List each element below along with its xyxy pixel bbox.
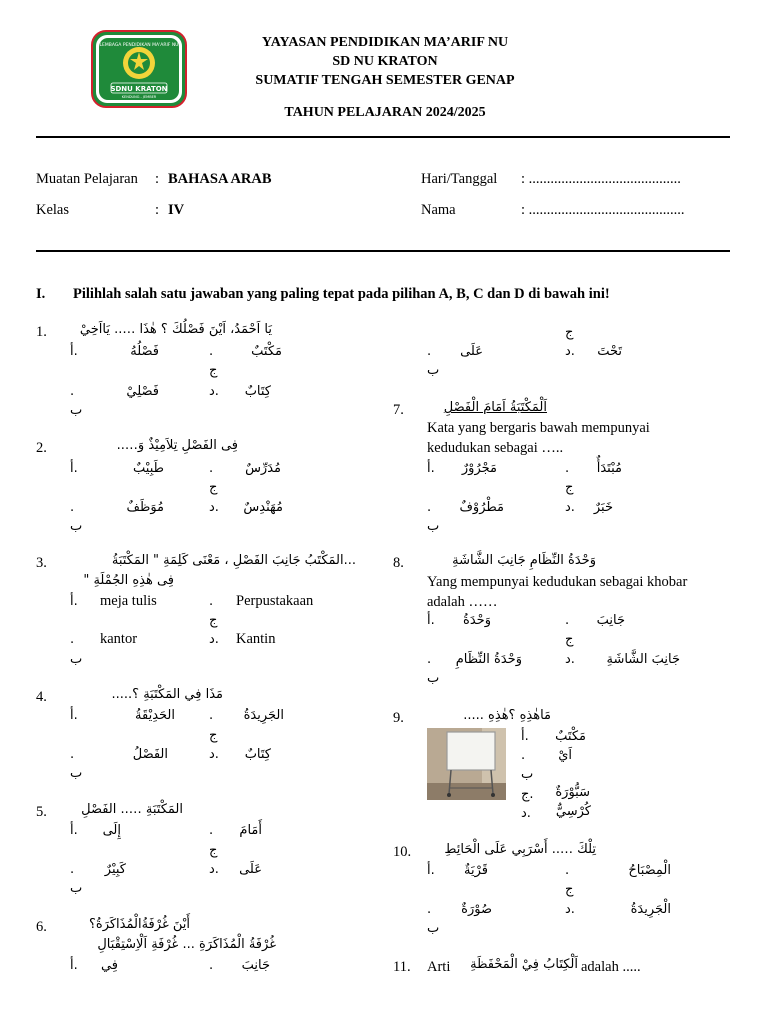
q8-letter-b: ب — [427, 671, 440, 686]
q9-number: 9. — [393, 710, 404, 726]
q8-number: 8. — [393, 555, 404, 571]
header-foundation: YAYASAN PENDIDIKAN MA’ARIF NU — [261, 35, 509, 50]
q7-option-d[interactable]: خَبَرٌ — [593, 500, 613, 515]
q7-desc-1: Kata yang bergaris bawah mempunyai — [427, 420, 650, 436]
q2-option-c[interactable]: مُدَرِّسٌ — [245, 461, 281, 476]
q8-text: وَحْدَةُ النِّظَامِ جَانِبَ الشَّاشَةِ — [452, 553, 596, 568]
q10-letter-c: ج — [565, 882, 574, 897]
q10-letter-a: أ. — [427, 863, 435, 878]
school-logo — [91, 30, 187, 108]
q2-dot-c: . — [209, 461, 214, 476]
q11-number: 11. — [393, 959, 411, 975]
q1-letter-a: أ. — [70, 344, 78, 359]
q5-option-a[interactable]: إِلَى — [102, 823, 121, 838]
whiteboard-image — [427, 728, 506, 800]
q1-option-a[interactable]: فَصْلُهُ — [130, 344, 159, 359]
q5-dot-c: . — [209, 823, 214, 838]
svg-text:SDNU KRATON: SDNU KRATON — [110, 85, 168, 93]
q9-option-a[interactable]: مَكْتَبٌ — [555, 729, 586, 744]
q6-option-c[interactable]: جَانِبَ — [241, 958, 270, 973]
q5-dot-b: . — [70, 862, 75, 877]
q10-letter-d: د. — [565, 902, 575, 917]
q5-option-b[interactable]: كَبِيْرٌ — [104, 862, 126, 877]
q3-letter-b: ب — [70, 652, 83, 667]
q9-option-b[interactable]: اَيْ — [558, 748, 572, 763]
q7-dot-b: . — [427, 500, 432, 515]
info-divider — [36, 250, 730, 252]
header-year: TAHUN PELAJARAN 2024/2025 — [284, 105, 486, 120]
q5-option-d[interactable]: عَلَى — [239, 862, 262, 877]
q8-desc-1: Yang mempunyai kedudukan sebagai khobar — [427, 574, 688, 590]
q10-number: 10. — [393, 844, 412, 860]
q6-letter-b: ب — [427, 363, 440, 378]
q3-dot-b: . — [70, 632, 75, 647]
q8-letter-d: د. — [565, 652, 575, 667]
name-field: : ........................................... — [521, 202, 685, 218]
q7-option-a[interactable]: مَجْرُوْرٌ — [461, 461, 497, 476]
subject-label: Muatan Pelajaran — [36, 171, 138, 187]
q6-option-b[interactable]: عَلَى — [460, 344, 483, 359]
q8-dot-c: . — [565, 613, 570, 628]
q1-dot-b: . — [70, 384, 75, 399]
svg-text:LEMBAGA PENDIDIKAN MA'ARIF NU: LEMBAGA PENDIDIKAN MA'ARIF NU — [99, 43, 179, 48]
q4-letter-a: أ. — [70, 708, 78, 723]
q2-letter-a: أ. — [70, 461, 78, 476]
q7-letter-c: ج — [565, 480, 574, 495]
q4-option-c[interactable]: الجَرِيدَةُ — [243, 708, 284, 723]
q6-text-2: غُرْفَةُ الْمُذَاكَرَةِ ... غُرْفَةِ اَلْاِسْتِقْبَالِ — [97, 937, 276, 952]
q4-letter-c: ج — [209, 728, 218, 743]
svg-text:KENDUNG - JEMBER: KENDUNG - JEMBER — [121, 95, 157, 99]
q6-option-d[interactable]: تَحْتَ — [597, 344, 622, 359]
q7-option-c[interactable]: مُبْتَدَأٌ — [596, 461, 622, 476]
q2-option-b[interactable]: مُوَظَفٌ — [126, 500, 164, 515]
q10-text: تِلْكَ ….. أَسْرَبِي عَلَى الْحَائِطِ — [444, 842, 596, 857]
q4-text: مَذَا فِي المَكْتَبَةِ ؟..... — [111, 687, 223, 702]
section-instruction: Pilihlah salah satu jawaban yang paling tepat pada pilihan A, B, C dan D di bawah ini! — [73, 286, 610, 302]
q7-letter-a: أ. — [427, 461, 435, 476]
q7-text — [444, 400, 547, 415]
q5-letter-a: أ. — [70, 823, 78, 838]
section-number: I. — [36, 286, 46, 302]
q7-number: 7. — [393, 402, 404, 418]
q3-option-a[interactable]: meja tulis — [100, 593, 157, 609]
q3-option-c[interactable]: Perpustakaan — [236, 593, 314, 609]
q8-letter-c: ج — [565, 632, 574, 647]
q1-text: يَا اَحْمَدُ، اَيْنَ فَصْلُكَ ؟ هٰذَا ….. يَااَخِيْ — [79, 322, 272, 337]
q4-option-d[interactable]: كِتَابٌ — [244, 747, 271, 762]
q3-option-b[interactable]: kantor — [100, 631, 138, 647]
q5-option-c[interactable]: أَمَامَ — [239, 823, 262, 838]
q2-letter-c: ج — [209, 480, 218, 495]
q4-letter-d: د. — [209, 747, 219, 762]
q1-letter-b: ب — [70, 403, 83, 418]
header-divider — [36, 136, 730, 138]
class-sep: : — [155, 202, 160, 218]
date-label: Hari/Tanggal — [421, 171, 498, 187]
q1-option-d[interactable]: كِتَابٌ — [244, 384, 271, 399]
q10-option-d[interactable]: الْجَرِيدَةُ — [630, 902, 671, 917]
q10-option-a[interactable]: قَرْيَةٌ — [464, 863, 488, 878]
q2-letter-b: ب — [70, 519, 83, 534]
q1-option-b[interactable]: فَصْلِيْ — [126, 384, 159, 399]
q4-letter-b: ب — [70, 766, 83, 781]
q8-option-b[interactable]: وَحْدَةُ النِّظَامِ — [455, 652, 522, 667]
q10-dot-b: . — [427, 902, 432, 917]
q9-option-d[interactable]: كُرْسِيٌّ — [555, 804, 591, 819]
q8-dot-b: . — [427, 652, 432, 667]
q7-dot-c: . — [565, 461, 570, 476]
q3-text: ...المَكْتَبُ جَانِبَ الفَصْلِ ، مَعْنَى كَلِمَةِ " المَكْتَبَةُ — [111, 553, 356, 568]
q9-text: مَاهٰذِهِ ؟هٰذِهِ ..... — [463, 708, 551, 723]
q2-option-a[interactable]: طَبِيْبٌ — [133, 461, 164, 476]
date-field: : .......................................... — [521, 171, 681, 187]
class-label: Kelas — [36, 202, 70, 218]
q8-letter-a: أ. — [427, 613, 435, 628]
q3-option-d[interactable]: Kantin — [236, 631, 276, 647]
q6-option-a[interactable]: فِي — [100, 958, 118, 973]
q1-number: 1. — [36, 324, 47, 340]
q11-suffix: adalah ..... — [581, 959, 641, 975]
q10-option-c[interactable]: الْمِصْبَاحُ — [628, 863, 671, 878]
q7-underlined-word: اَلْمَكْتَبَةُ اَمَامَ الْفَصْلِ — [443, 400, 547, 415]
q1-letter-d: د. — [209, 384, 219, 399]
q5-text: المَكْتَبَةِ ….. الفَصْلِ — [81, 802, 183, 817]
q9-letter-d: د. — [521, 806, 531, 821]
subject-value: BAHASA ARAB — [168, 171, 272, 187]
q7-option-b[interactable]: مَطْرُوْفٌ — [459, 500, 504, 515]
q4-number: 4. — [36, 689, 47, 705]
q1-letter-c: ج — [209, 363, 218, 378]
name-label: Nama — [421, 202, 456, 218]
q2-dot-b: . — [70, 500, 75, 515]
q4-dot-c: . — [209, 708, 214, 723]
q8-desc-2: adalah …… — [427, 594, 498, 610]
q7-desc-2: kedudukan sebagai ….. — [427, 440, 564, 456]
q11-text: اَلْكِتَابُ فِيْ الْمَحْفَظَةِ — [470, 957, 578, 972]
q4-option-a[interactable]: الحَدِيْقَةُ — [135, 708, 175, 723]
q10-option-b[interactable]: صُوْرَةٌ — [461, 902, 492, 917]
q6-dot-b: . — [427, 344, 432, 359]
q7-letter-d: د. — [565, 500, 575, 515]
class-value: IV — [168, 202, 185, 218]
q8-option-d[interactable]: جَانِبَ الشَّاشَةِ — [606, 652, 680, 667]
q7-letter-b: ب — [427, 519, 440, 534]
q3-dot-c: . — [209, 594, 214, 609]
q2-option-d[interactable]: مُهَنْدِسٌ — [243, 500, 283, 515]
q6-letter-d: د. — [565, 344, 575, 359]
q2-letter-d: د. — [209, 500, 219, 515]
q9-option-c[interactable]: سَبُّوْرَةٌ — [555, 785, 590, 800]
header-exam: SUMATIF TENGAH SEMESTER GENAP — [255, 73, 515, 88]
q9-letter-b: ب — [521, 767, 534, 782]
q3-letter-c: ج — [209, 613, 218, 628]
header-school: SD NU KRATON — [332, 54, 438, 69]
subject-sep: : — [155, 171, 160, 187]
q8-option-a[interactable]: وَحْدَةُ — [463, 613, 491, 628]
q6-number: 6. — [36, 919, 47, 935]
q10-letter-b: ب — [427, 921, 440, 936]
q2-number: 2. — [36, 440, 47, 456]
q3-letter-a: أ. — [70, 594, 78, 609]
q9-letter-a: أ. — [521, 729, 529, 744]
q5-number: 5. — [36, 804, 47, 820]
q9-letter-c: ج. — [521, 787, 534, 802]
q4-option-b[interactable]: الفَصْلُ — [132, 747, 168, 762]
q6-letter-a: أ. — [70, 958, 78, 973]
q5-letter-c: ج — [209, 843, 218, 858]
q4-dot-b: . — [70, 747, 75, 762]
q3-text-2: فِى هٰذِهِ الجُمْلَةِ " — [83, 573, 174, 588]
q10-dot-c: . — [565, 863, 570, 878]
q8-option-c[interactable]: جَانِبَ — [596, 613, 625, 628]
q6-dot-c: . — [209, 958, 214, 973]
q1-dot-c: . — [209, 344, 214, 359]
q9-dot-b: . — [521, 748, 526, 763]
q11-prefix: Arti — [427, 959, 451, 975]
q3-number: 3. — [36, 555, 47, 571]
q2-text: فِى الفَصْلِ تِلاَمِيْذٌ وَ….. — [116, 438, 238, 453]
q1-option-c[interactable]: مَكْتَبٌ — [251, 344, 282, 359]
q5-letter-b: ب — [70, 881, 83, 896]
q6-text: أَيْنَ غُرْفَةُالْمُذَاكَرَةُ؟ — [88, 917, 190, 932]
q6-letter-c: ج — [565, 325, 574, 340]
q3-letter-d: د. — [209, 632, 219, 647]
q5-letter-d: د. — [209, 862, 219, 877]
